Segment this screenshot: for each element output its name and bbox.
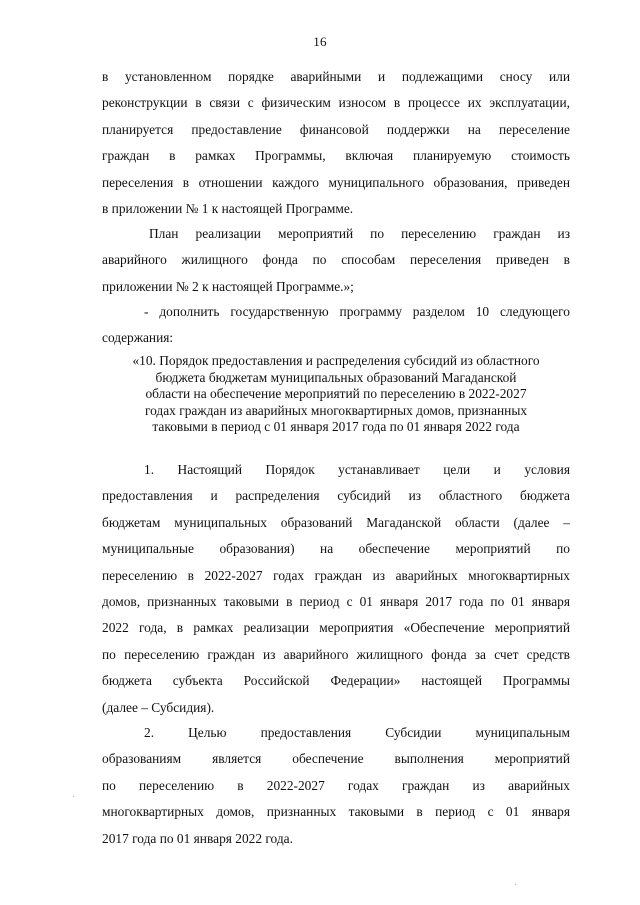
text-line: в приложении № 1 к настоящей Программе.: [102, 201, 354, 217]
text-line: аварийного жилищного фонда по способам переселения приведен в: [102, 252, 570, 268]
heading-line: таковыми в период с 01 января 2017 года по 01 января 2022 года: [152, 419, 520, 435]
text-line: (далее – Субсидия).: [102, 699, 215, 715]
paragraph-amendment: [102, 299, 570, 352]
text-line: содержания:: [102, 330, 174, 346]
page-number: 16: [313, 34, 327, 49]
text-line: домов, признанных таковыми в период с 01 января 2017 года по 01 января: [102, 594, 570, 610]
text-line: приложении № 2 к настоящей Программе.»;: [102, 278, 354, 294]
text-line: бюджета субъекта Российской Федерации» настоящей Программы: [102, 673, 570, 689]
text-line: переселения в отношении каждого муниципального образования, приведен: [102, 174, 570, 190]
heading-line: бюджета бюджетам муниципальных образований Магаданской: [155, 369, 517, 385]
heading-line: «10. Порядок предоставления и распределения субсидий из областного: [132, 353, 540, 368]
heading-line: области на обеспечение мероприятий по переселению в 2022-2027: [145, 386, 527, 402]
text-line: 1. Настоящий Порядок устанавливает цели и условия: [144, 462, 570, 477]
text-line: предоставления и распределения субсидий из областного бюджета: [102, 488, 570, 504]
paragraph-plan: [102, 221, 570, 300]
text-line: реконструкции в связи с физическим износом в процессе их эксплуатации,: [102, 95, 570, 111]
text-line: муниципальные образования) на обеспечение мероприятий по: [102, 541, 570, 557]
text-line: планируется предоставление финансовой поддержки на переселение: [102, 121, 570, 137]
text-line: переселению в 2022-2027 годах граждан из аварийных многоквартирных: [102, 567, 570, 583]
paragraph-item-1: [102, 457, 570, 721]
text-line: по переселению в 2022-2027 годах граждан из аварийных: [102, 777, 570, 793]
text-line: 2017 года по 01 января 2022 года.: [102, 830, 293, 846]
text-line: многоквартирных домов, признанных таковыми в период с 01 января: [102, 804, 570, 820]
text-line: 2. Целью предоставления Субсидии муниципальным: [144, 725, 570, 740]
heading-line: годах граждан из аварийных многоквартирных домов, признанных: [144, 402, 528, 418]
text-line: - дополнить государственную программу разделом 10 следующего: [144, 304, 570, 319]
paragraph-continuation: [102, 64, 570, 222]
text-line: образованиям является обеспечение выполнения мероприятий: [102, 751, 570, 767]
text-line: в установленном порядке аварийными и подлежащими сносу или: [102, 69, 570, 84]
text-line: граждан в рамках Программы, включая планируемую стоимость: [102, 148, 570, 164]
scan-speck: ·: [514, 880, 518, 891]
text-line: 2022 года, в рамках реализации мероприятия «Обеспечение мероприятий: [102, 620, 570, 636]
scan-speck: ·: [72, 792, 76, 803]
text-line: бюджетам муниципальных образований Магаданской области (далее –: [102, 514, 570, 530]
paragraph-item-2: [102, 720, 570, 852]
text-line: по переселению граждан из аварийного жилищного фонда за счет средств: [102, 646, 570, 662]
section-heading: [102, 353, 570, 436]
text-line: План реализации мероприятий по переселению граждан из: [149, 226, 570, 241]
